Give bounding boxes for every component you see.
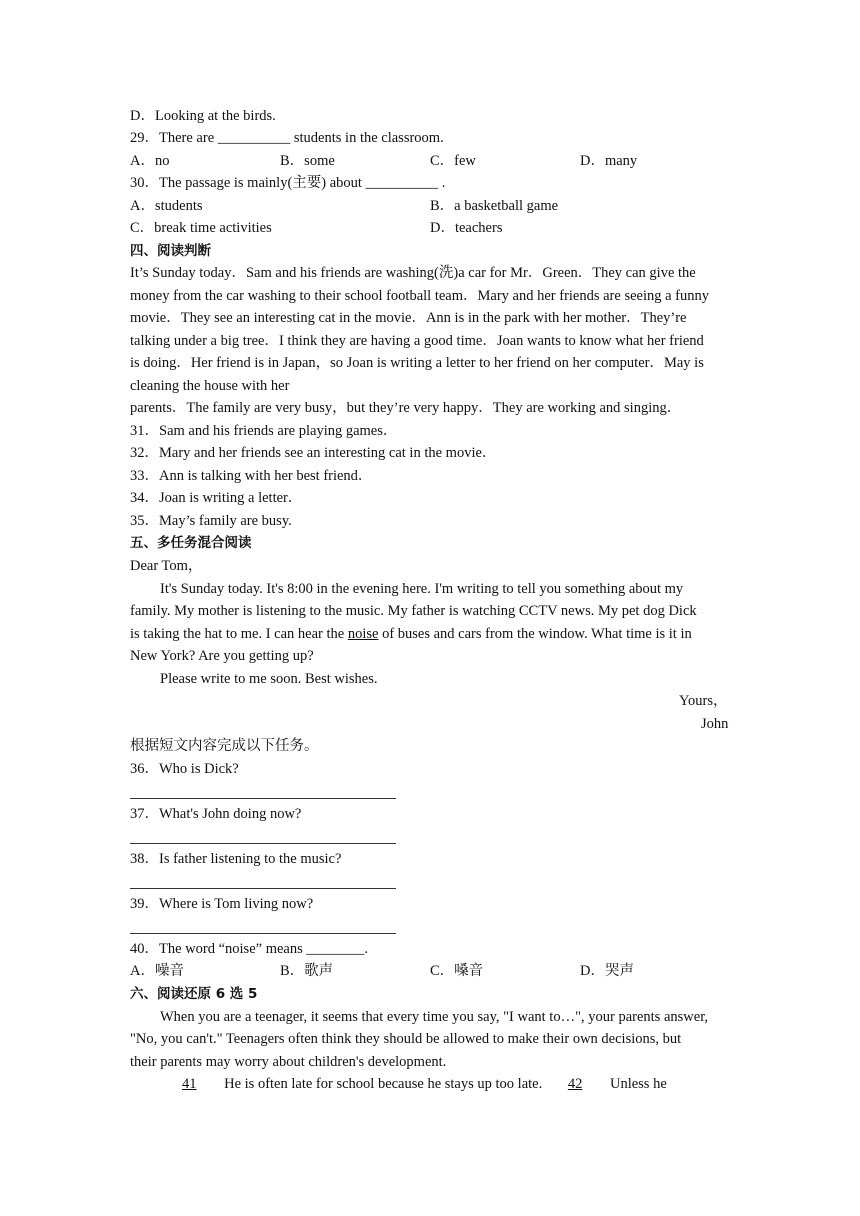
passage-4-line: cleaning the house with her <box>130 378 290 394</box>
blank-41: 41 <box>182 1076 197 1092</box>
q29-option-d: D．many <box>580 153 638 169</box>
letter-line: family. My mother is listening to the music. My father is watching CCTV news. My pet dog Dick <box>130 603 697 619</box>
q29-option-a: A．no <box>130 153 170 169</box>
question-39: 39．Where is Tom living now? <box>130 896 314 912</box>
q30-option-b: B．a basketball game <box>430 198 559 214</box>
letter-line: Please write to me soon. Best wishes. <box>160 671 378 687</box>
section-6-heading: 六、阅读还原 6 选 5 <box>130 986 258 1002</box>
q40-option-b: B．歌声 <box>280 963 334 979</box>
question-37: 37．What's John doing now? <box>130 806 302 822</box>
answer-line-37 <box>130 843 396 844</box>
answer-line-39 <box>130 933 396 934</box>
passage-text: He is often late for school because he stays up too late. <box>220 1076 546 1092</box>
passage-6-line <box>160 1074 667 1094</box>
question-34: 34．Joan is writing a letter． <box>130 490 303 506</box>
passage-4-line: money from the car washing to their school football team．Mary and her friends are seeing a funny <box>130 288 710 304</box>
task-instruction: 根据短文内容完成以下任务。 <box>130 738 319 754</box>
underlined-word-noise: noise <box>347 626 379 642</box>
letter-line: It's Sunday today. It's 8:00 in the evening here. I'm writing to tell you something about my <box>160 581 684 597</box>
question-38: 38．Is father listening to the music? <box>130 851 342 867</box>
passage-6-line: their parents may worry about children's development. <box>130 1054 447 1070</box>
passage-6-line: "No, you can't." Teenagers often think they should be allowed to make their own decisions, but <box>130 1031 682 1047</box>
question-33: 33．Ann is talking with her best friend． <box>130 468 373 484</box>
letter-signature: John <box>701 716 729 732</box>
q30-option-a: A．students <box>130 198 203 214</box>
section-5-heading: 五、多任务混合阅读 <box>130 535 252 551</box>
q30-option-c: C．break time activities <box>130 220 272 236</box>
letter-text: of buses and cars from the window. What time is it in <box>378 626 692 642</box>
q29-option-b: B．some <box>280 153 335 169</box>
question-40: 40．The word “noise” means ________. <box>130 941 368 957</box>
passage-text: Unless he <box>606 1076 667 1092</box>
passage-4-line: movie．They see an interesting cat in the movie．Ann is in the park with her mother．They’re <box>130 310 687 326</box>
passage-6-line: When you are a teenager, it seems that every time you say, "I want to…", your parents answer, <box>160 1009 709 1025</box>
letter-greeting: Dear Tom， <box>130 558 203 574</box>
section-4-heading: 四、阅读判断 <box>130 243 211 259</box>
passage-4-line: is doing．Her friend is in Japan，so Joan is writing a letter to her friend on her computer．May is <box>130 355 704 371</box>
question-29: 29．There are __________ students in the classroom. <box>130 130 444 146</box>
q30-option-d: D．teachers <box>430 220 503 236</box>
q40-option-d: D．哭声 <box>580 963 634 979</box>
q40-option-a: A．噪音 <box>130 963 184 979</box>
letter-line <box>130 624 692 644</box>
question-35: 35．May’s family are busy. <box>130 513 292 529</box>
question-31: 31．Sam and his friends are playing games． <box>130 423 398 439</box>
q28-option-d: D．Looking at the birds. <box>130 108 276 124</box>
question-32: 32．Mary and her friends see an interesting cat in the movie． <box>130 445 497 461</box>
answer-line-36 <box>130 798 396 799</box>
q40-option-c: C．嗓音 <box>430 963 484 979</box>
question-36: 36．Who is Dick? <box>130 761 239 777</box>
letter-closing: Yours， <box>679 693 728 709</box>
q29-option-c: C．few <box>430 153 476 169</box>
passage-4-line: It’s Sunday today．Sam and his friends are washing(洗)a car for Mr．Green．They can give the <box>130 265 696 281</box>
blank-42: 42 <box>567 1076 583 1092</box>
passage-4-line: parents．The family are very busy，but they’re very happy．They are working and singing． <box>130 400 682 416</box>
letter-text: is taking the hat to me. I can hear the <box>130 626 348 642</box>
passage-4-line: talking under a big tree．I think they are having a good time．Joan wants to know what her friend <box>130 333 704 349</box>
answer-line-38 <box>130 888 396 889</box>
question-30: 30．The passage is mainly(主要) about __________ . <box>130 175 446 191</box>
letter-line: New York? Are you getting up? <box>130 648 314 664</box>
